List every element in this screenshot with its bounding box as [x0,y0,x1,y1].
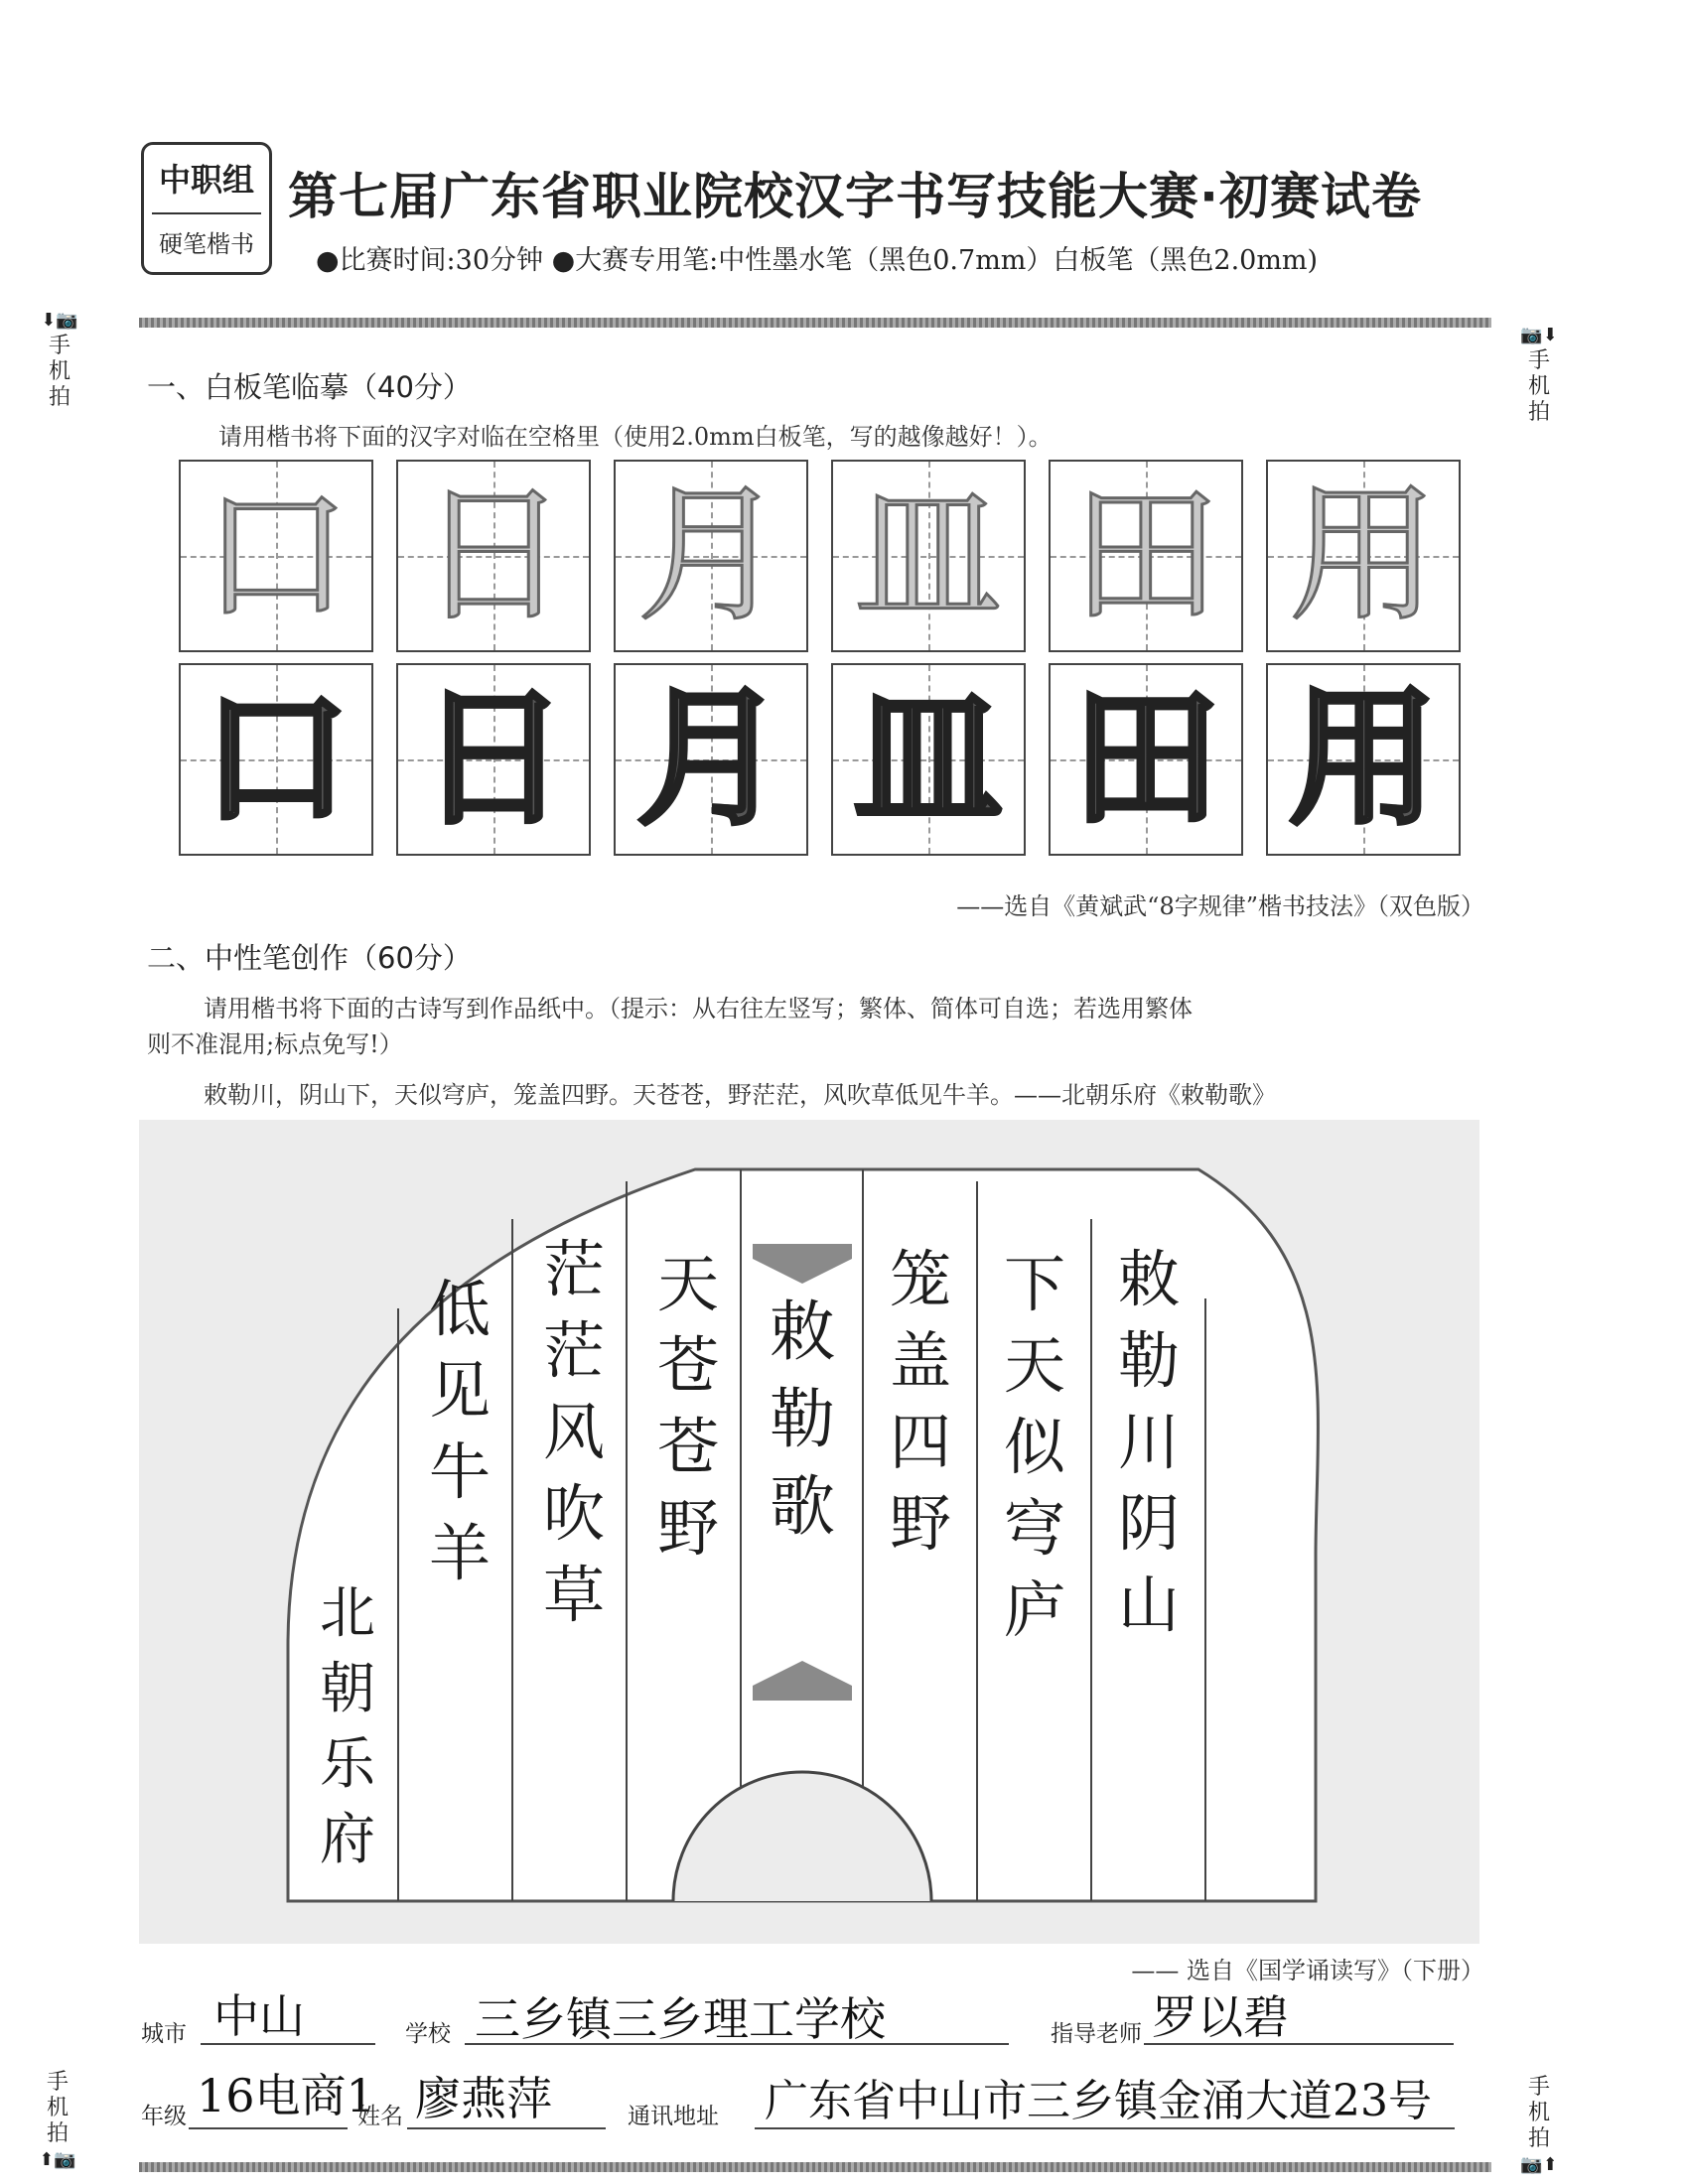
fan-char: 野 [889,1487,951,1560]
fan-char: 盖 [889,1324,951,1397]
page-subtitle: ●比赛时间:30分钟 ●大赛专用笔:中性墨水笔（黑色0.7mm）白板笔（黑色2.0mm) [316,245,1319,276]
fan-column [643,1244,733,1570]
section2-instruction-line2: 则不准混用;标点免写!） [147,1030,403,1058]
section2-title: 二、中性笔创作（60分） [147,941,472,975]
fan-char: 敕 [1117,1243,1180,1315]
fan-char: 茫 [542,1314,605,1387]
fan-char: 敕 [770,1294,835,1370]
copied-char: 日 [418,673,568,846]
fan-char: 风 [542,1396,605,1468]
practice-grid [179,460,1470,877]
copy-cell [1049,663,1243,856]
address-label: 通讯地址 [628,2104,719,2129]
section1-instruction: 请用楷书将下面的汉字对临在空格里（使用2.0mm白板笔，写的越像越好！）。 [218,423,1053,451]
model-cell [396,460,591,652]
fan-char: 勒 [1117,1324,1180,1397]
fan-char: 野 [656,1492,719,1565]
fan-char: 羊 [428,1517,491,1589]
side-marker-label: 手机拍 [49,334,71,410]
fan-char: 山 [1117,1569,1180,1641]
fan-char: 朝 [320,1657,375,1721]
side-marker-label: 手机拍 [1528,348,1551,425]
fan-column [529,1229,619,1636]
side-marker-label: 手机拍 [1528,2075,1551,2151]
fan-char: 天 [656,1248,719,1320]
fan-char: 府 [320,1808,375,1872]
badge-category-label: 硬笔楷书 [159,230,254,258]
model-cell [179,460,373,652]
model-cell [1266,460,1461,652]
section2-instruction-line1: 请用楷书将下面的古诗写到作品纸中。（提示：从右往左竖写；繁体、简体可自选；若选用繁体 [204,995,1193,1023]
school-value: 三乡镇三乡理工学校 [475,1992,886,2046]
fan-char: 天 [1003,1329,1065,1402]
fan-char: 似 [1003,1411,1065,1483]
copy-cell [396,663,591,856]
page-title: 第七届广东省职业院校汉字书写技能大赛·初赛试卷 [288,168,1422,225]
fan-char: 歌 [770,1468,835,1545]
bottom-divider [139,2162,1491,2172]
fan-column [415,1269,504,1594]
side-marker-bottom-left [38,2070,77,2173]
city-underline [201,2043,375,2045]
fan-columns [139,1120,1479,1944]
fan-char: 草 [542,1559,605,1631]
model-cell [1049,460,1243,652]
copy-cell [831,663,1026,856]
fan-char: 苍 [656,1329,719,1402]
name-underline [407,2127,606,2129]
copy-cell [1266,663,1461,856]
fan-column-attribution [303,1576,392,1878]
section1-source: ——选自《黄斌武“8字规律”楷书技法》（双色版） [956,892,1484,920]
school-label: 学校 [405,2021,451,2047]
group-badge [141,142,272,275]
grade-label: 年级 [141,2104,187,2129]
teacher-label: 指导老师 [1051,2021,1142,2047]
school-underline [465,2043,1009,2045]
copied-char: 用 [1288,673,1438,846]
fan-char: 四 [889,1406,951,1478]
city-value: 中山 [213,1989,305,2043]
top-divider [139,318,1491,328]
camera-down-icon: 📷⬇ [1520,325,1558,345]
fan-char: 牛 [428,1435,491,1508]
side-marker-label: 手机拍 [47,2070,70,2146]
section1-title: 一、白板笔临摹（40分） [147,370,472,404]
name-label: 姓名 [357,2104,403,2129]
teacher-underline [1144,2043,1454,2045]
section2-source: —— 选自《国学诵读写》（下册） [1131,1957,1484,1984]
copied-char: 月 [635,673,785,846]
fan-char: 吹 [542,1477,605,1550]
fan-char: 笼 [889,1243,951,1315]
side-marker-top-right [1519,323,1559,426]
badge-divider [152,212,261,214]
camera-up-icon: 📷⬆ [1520,2154,1558,2175]
grade-value: 16电商1 [197,2069,375,2122]
poem-text: 敕勒川，阴山下，天似穹庐，笼盖四野。天苍苍，野茫茫，风吹草低见牛羊。——北朝乐府《敕勒歌》 [204,1081,1276,1109]
fan-char: 川 [1117,1406,1180,1478]
fan-column [1104,1239,1194,1646]
side-marker-bottom-right [1519,2075,1559,2178]
fan-char: 见 [428,1354,491,1427]
camera-up-icon: ⬆📷 [39,2149,76,2170]
copy-cell [614,663,808,856]
fan-char: 阴 [1117,1487,1180,1560]
copied-char: 口 [201,673,351,846]
side-marker-top-left [40,308,79,411]
copied-char: 皿 [853,673,1003,846]
model-char: 皿 [853,470,1003,642]
model-char: 口 [201,470,351,642]
fan-char: 乐 [320,1732,375,1797]
model-char: 田 [1070,470,1220,642]
fan-title-column [758,1289,847,1551]
copy-cell [179,663,373,856]
fan-char: 茫 [542,1233,605,1305]
model-char: 用 [1288,470,1438,642]
fan-char: 北 [320,1581,375,1646]
fan-column [876,1239,965,1565]
address-value: 广东省中山市三乡镇金涌大道23号 [765,2076,1432,2126]
model-char: 月 [635,470,785,642]
grade-underline [189,2127,348,2129]
badge-group-label: 中职组 [158,161,254,199]
fan-char: 苍 [656,1411,719,1483]
fan-char: 庐 [1003,1573,1065,1646]
fan-char: 勒 [770,1381,835,1457]
model-cell [614,460,808,652]
fan-paper-area [139,1120,1479,1944]
camera-down-icon: ⬇📷 [41,310,78,331]
fan-char: 下 [1003,1248,1065,1320]
fan-char: 低 [428,1273,491,1345]
fan-char: 穹 [1003,1492,1065,1565]
city-label: 城市 [141,2021,187,2047]
name-value: 廖燕萍 [415,2072,552,2125]
teacher-value: 罗以碧 [1152,1990,1289,2044]
address-underline [755,2127,1455,2129]
fan-column [990,1244,1079,1651]
copied-char: 田 [1070,673,1220,846]
model-char: 日 [418,470,568,642]
model-cell [831,460,1026,652]
